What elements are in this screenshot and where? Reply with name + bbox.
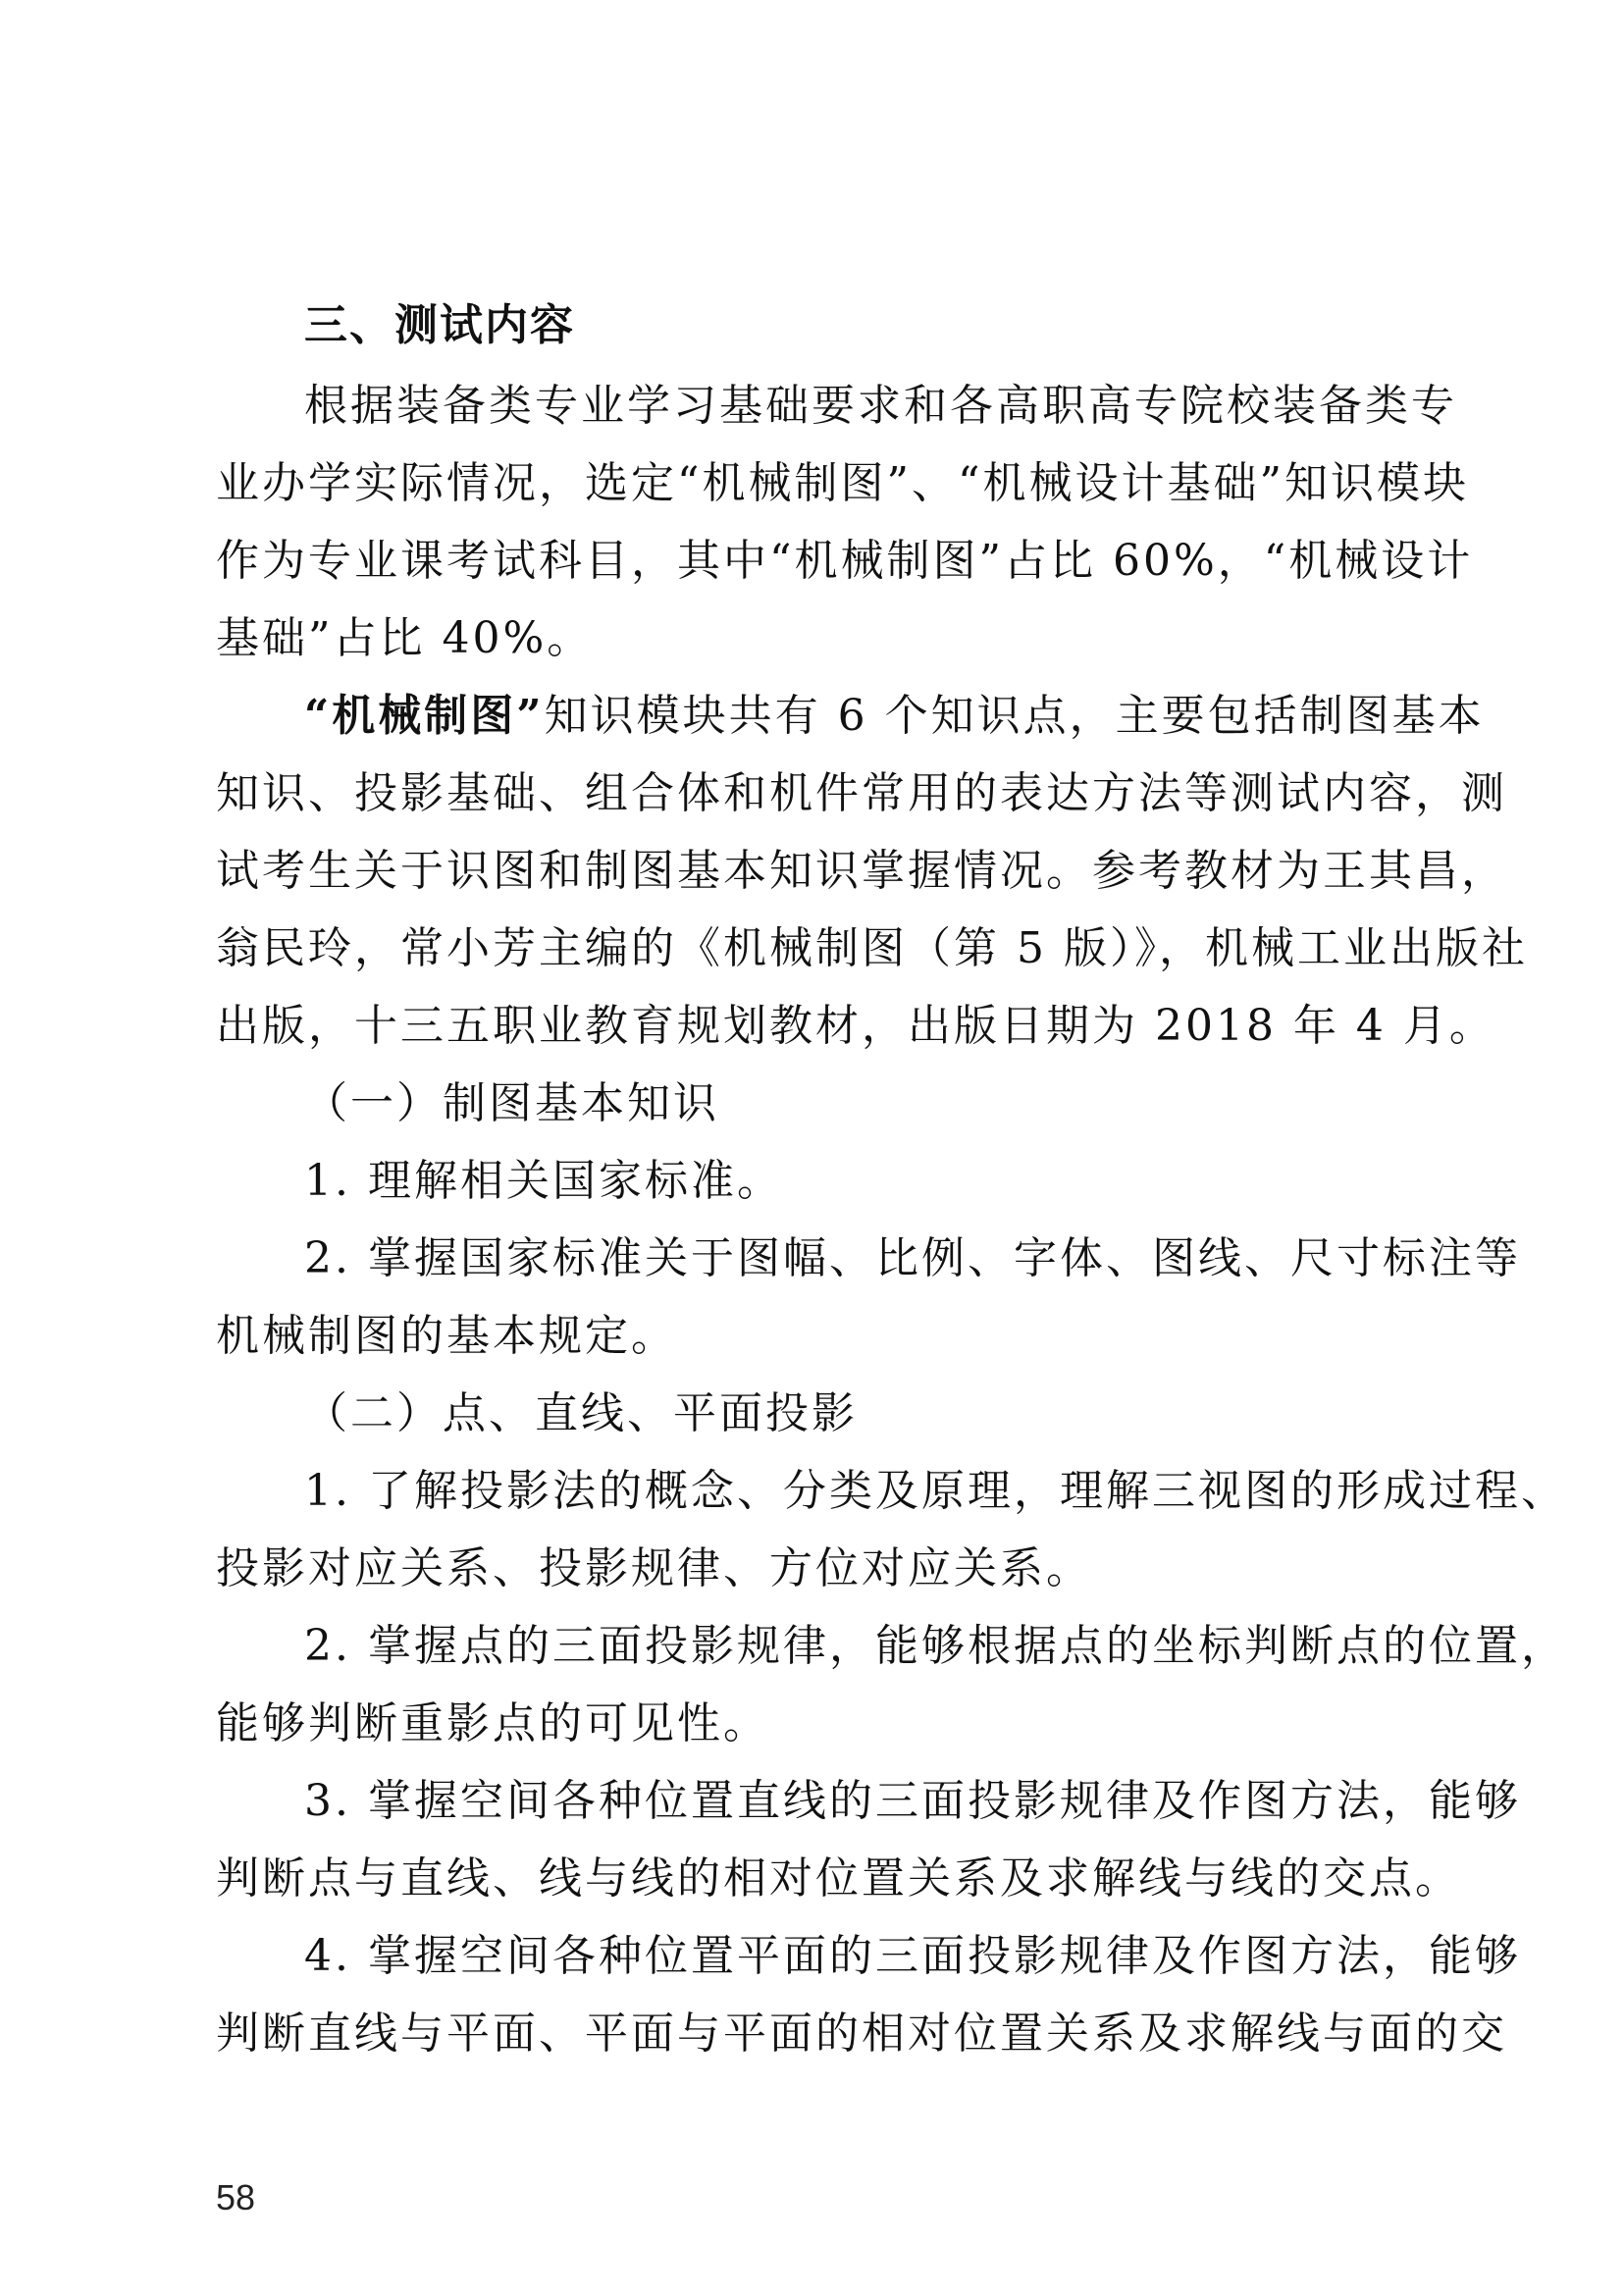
subsection-title: （二）点、直线、平面投影: [304, 1388, 858, 1438]
paragraph-line: 业办学实际情况，选定“机械制图”、“机械设计基础”知识模块: [216, 458, 1469, 508]
paragraph-line: 翁民玲，常小芳主编的《机械制图（第 5 版）》，机械工业出版社: [216, 923, 1528, 973]
list-item: 1. 了解投影法的概念、分类及原理，理解三视图的形成过程、: [304, 1466, 1567, 1516]
paragraph-line: 基础”占比 40%。: [216, 613, 594, 663]
paragraph-line: 根据装备类专业学习基础要求和各高职高专院校装备类专: [304, 381, 1457, 431]
list-item: 1. 理解相关国家标准。: [304, 1156, 783, 1206]
paragraph-text: 知识模块共有 6 个知识点，主要包括制图基本: [544, 691, 1485, 741]
section-title: 三、测试内容: [304, 300, 575, 350]
paragraph-line: 试考生关于识图和制图基本知识掌握情况。参考教材为王其昌，: [216, 846, 1507, 896]
list-item-continuation: 判断直线与平面、平面与平面的相对位置关系及求解线与面的交: [216, 2008, 1507, 2059]
list-item: 3. 掌握空间各种位置直线的三面投影规律及作图方法，能够: [304, 1776, 1521, 1826]
subsection-title: （一）制图基本知识: [304, 1078, 719, 1128]
page-number: 58: [216, 2177, 256, 2217]
list-item-continuation: 能够判断重影点的可见性。: [216, 1698, 769, 1748]
list-item: 2. 掌握点的三面投影规律，能够根据点的坐标判断点的位置，: [304, 1621, 1567, 1671]
paragraph-line: [304, 687, 1485, 746]
list-item-continuation: 判断点与直线、线与线的相对位置关系及求解线与线的交点。: [216, 1853, 1461, 1904]
list-item-continuation: 机械制图的基本规定。: [216, 1311, 677, 1361]
paragraph-line: 作为专业课考试科目，其中“机械制图”占比 60%，“机械设计: [216, 536, 1474, 586]
list-item: 2. 掌握国家标准关于图幅、比例、字体、图线、尺寸标注等: [304, 1233, 1521, 1283]
list-item-continuation: 投影对应关系、投影规律、方位对应关系。: [216, 1543, 1092, 1593]
paragraph-line: 出版，十三五职业教育规划教材，出版日期为 2018 年 4 月。: [216, 1001, 1495, 1051]
list-item: 4. 掌握空间各种位置平面的三面投影规律及作图方法，能够: [304, 1931, 1521, 1981]
bold-lead-text: “机械制图”: [304, 691, 545, 741]
paragraph-line: 知识、投影基础、组合体和机件常用的表达方法等测试内容，测: [216, 768, 1507, 818]
